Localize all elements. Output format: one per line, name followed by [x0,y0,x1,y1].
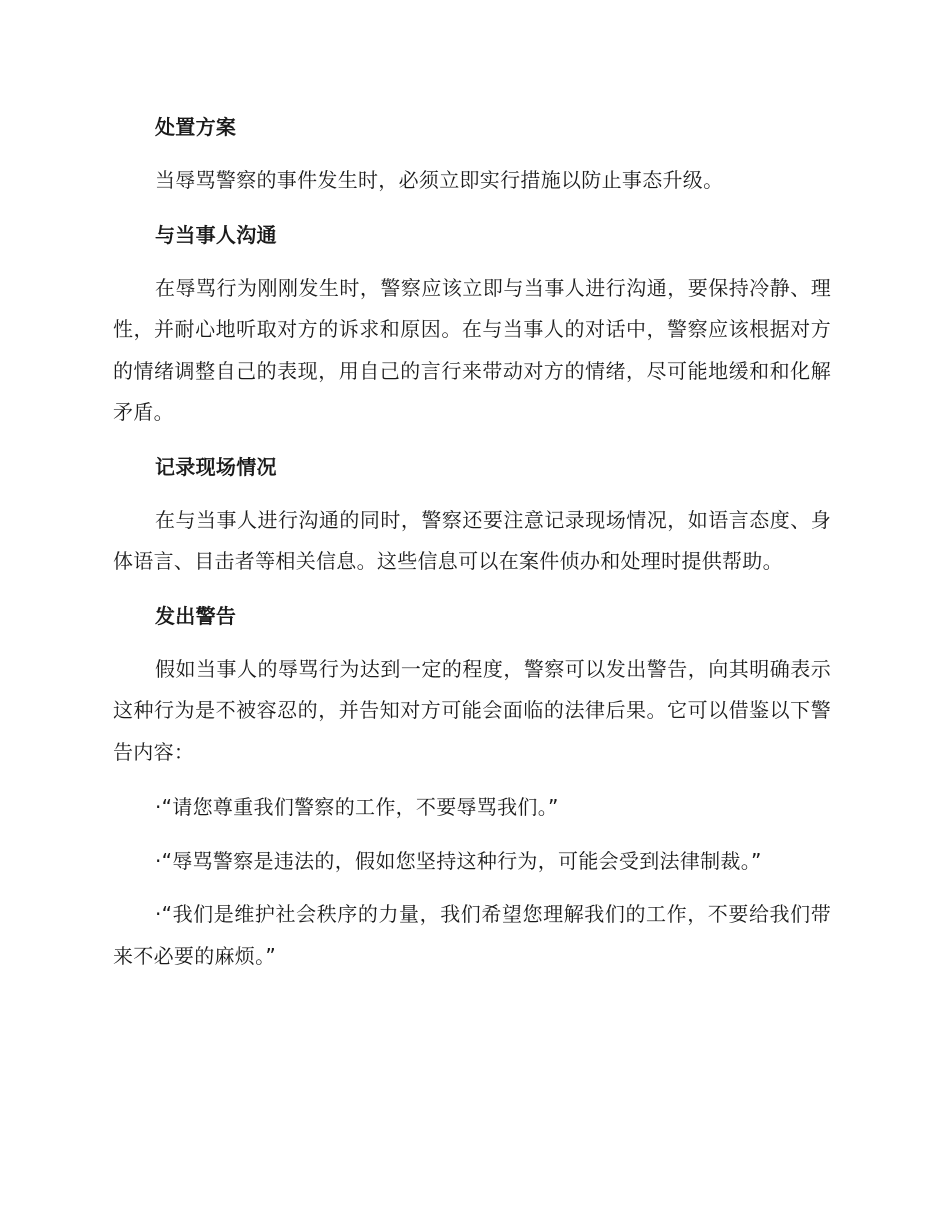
section-heading: 处置方案 [155,115,237,139]
section-paragraph: 假如当事人的辱骂行为达到一定的程度，警察可以发出警告，向其明确表示这种行为是不被容忍的，并告知对方可能会面临的法律后果。它可以借鉴以下警告内容： [113,656,831,764]
section-paragraph: 在与当事人进行沟通的同时，警察还要注意记录现场情况，如语言态度、身体语言、目击者等相关信息。这些信息可以在案件侦办和处理时提供帮助。 [113,507,831,573]
document-page [113,108,831,989]
section-paragraph: 在辱骂行为刚刚发生时，警察应该立即与当事人进行沟通，要保持冷静、理性，并耐心地听取对方的诉求和原因。在与当事人的对话中，警察应该根据对方的情绪调整自己的表现，用自己的言行来带动对方的情绪，尽可能地缓和和化解矛盾。 [113,275,831,424]
section-heading: 发出警告 [155,603,237,628]
section-heading: 记录现场情况 [155,454,277,479]
section-paragraph: 当辱骂警察的事件发生时，必须立即实行措施以防止事态升级。 [155,168,724,192]
section-heading: 与当事人沟通 [155,222,277,247]
warning-quote-item: ·“辱骂警察是违法的，假如您坚持这种行为，可能会受到法律制裁。” [155,848,762,873]
warning-quote-item: ·“请您尊重我们警察的工作，不要辱骂我们。” [155,795,559,819]
warning-quote-item: ·“我们是维护社会秩序的力量，我们希望您理解我们的工作，不要给我们带来不必要的麻烦。” [113,902,831,968]
